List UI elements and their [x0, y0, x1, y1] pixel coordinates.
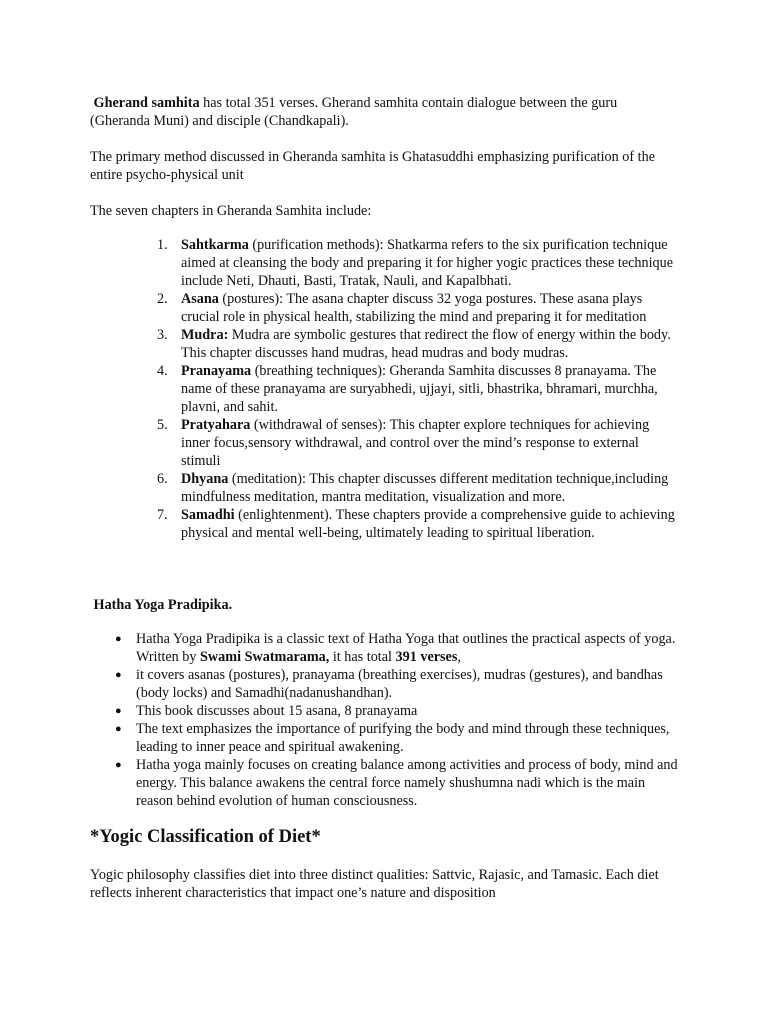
list-item-text: This book discusses about 15 asana, 8 pranayama [136, 703, 418, 719]
chapter-title: Pratyahara [181, 417, 251, 433]
chapter-text: (postures): The asana chapter discuss 32 yoga postures. These asana plays crucial role in physical health, stabilizing the mind and preparing it for meditation [181, 291, 647, 325]
bullet-icon: ● [115, 669, 122, 681]
gherand-intro-paragraph [90, 94, 680, 130]
chapter-item [150, 470, 680, 506]
bullet-icon: ● [115, 759, 122, 771]
list-item-text: Hatha yoga mainly focuses on creating balance among activities and process of body, mind and energy. This balance awakens the central force namely shushumna nadi which is the main reason behind evolution of human consciousness. [136, 757, 678, 809]
diet-heading: *Yogic Classification of Diet* [90, 827, 321, 847]
hatha-yoga-heading: Hatha Yoga Pradipika. [93, 597, 233, 613]
list-item-text: The text emphasizes the importance of purifying the body and mind through these techniques, leading to inner peace and spiritual awakening. [136, 721, 670, 755]
chapters-list [150, 236, 680, 542]
chapter-title: Mudra: [181, 327, 229, 343]
diet-paragraph: Yogic philosophy classifies diet into three distinct qualities: Sattvic, Rajasic, and Tamasic. Each diet reflects inherent characteristics that impact one’s nature and disposition [90, 867, 659, 901]
chapter-title: Asana [181, 291, 219, 307]
chapter-item [150, 236, 680, 290]
primary-method-paragraph: The primary method discussed in Gheranda samhita is Ghatasuddhi emphasizing purification of the entire psycho-physical unit [90, 149, 655, 183]
chapter-number: 1. [157, 237, 168, 253]
chapter-number: 2. [157, 291, 168, 307]
list-item-text: , [457, 649, 461, 665]
chapter-title: Pranayama [181, 363, 252, 379]
chapter-item [150, 290, 680, 326]
chapters-intro-paragraph: The seven chapters in Gheranda Samhita include: [90, 203, 372, 219]
chapter-title: Dhyana [181, 471, 229, 487]
chapter-number: 6. [157, 471, 168, 487]
bullet-icon: ● [115, 705, 122, 717]
chapter-item [150, 416, 680, 470]
hatha-yoga-heading-line [90, 596, 680, 614]
chapter-text: (meditation): This chapter discusses different meditation technique,including mindfulness meditation, mantra meditation, visualization and more. [181, 471, 669, 505]
gherand-samhita-bold: Gherand samhita [93, 95, 200, 111]
chapter-text: (purification methods): Shatkarma refers to the six purification technique aimed at cleansing the body and preparing it for higher yogic practices these technique include Neti, Dhauti, Basti, Tratak, Nauli, and Kapalbhati. [181, 237, 674, 289]
gherand-intro-text: has total 351 verses. Gherand samhita contain dialogue between the guru (Gheranda Muni) and disciple (Chandkapali). [90, 95, 618, 129]
chapter-title: Samadhi [181, 507, 235, 523]
list-item [108, 630, 680, 666]
list-item [108, 756, 680, 810]
list-item-text: Hatha Yoga Pradipika is a classic text of Hatha Yoga that outlines the practical aspects of yoga. Written by [136, 631, 676, 665]
chapter-number: 5. [157, 417, 168, 433]
chapter-title: Sahtkarma [181, 237, 249, 253]
bullet-icon: ● [115, 723, 122, 735]
list-item-text: it covers asanas (postures), pranayama (breathing exercises), mudras (gestures), and bandhas (body locks) and Samadhi(nadanushandhan). [136, 667, 663, 701]
verse-count: 391 verses [395, 649, 458, 665]
list-item-text: it has total [329, 649, 396, 665]
chapter-number: 3. [157, 327, 168, 343]
chapter-text: (enlightenment). These chapters provide a comprehensive guide to achieving physical and mental well-being, ultimately leading to spiritual liberation. [181, 507, 675, 541]
chapter-text: (withdrawal of senses): This chapter explore techniques for achieving inner focus,sensory withdrawal, and control over the mind’s response to external stimuli [181, 417, 650, 469]
list-item [108, 720, 680, 756]
chapter-item [150, 362, 680, 416]
chapter-text: Mudra are symbolic gestures that redirect the flow of energy within the body. This chapter discusses hand mudras, head mudras and body mudras. [181, 327, 671, 361]
list-item [108, 666, 680, 702]
chapter-number: 7. [157, 507, 168, 523]
chapter-text: (breathing techniques): Gheranda Samhita discusses 8 pranayama. The name of these pranayama are suryabhedi, ujjayi, sitli, bhastrika, bhramari, murchha, plavni, and sahit. [181, 363, 658, 415]
list-item [108, 702, 680, 720]
author-name: Swami Swatmarama, [200, 649, 330, 665]
bullet-icon: ● [115, 633, 122, 645]
hatha-yoga-list [108, 630, 680, 810]
chapter-item [150, 506, 680, 542]
chapter-number: 4. [157, 363, 168, 379]
chapter-item [150, 326, 680, 362]
